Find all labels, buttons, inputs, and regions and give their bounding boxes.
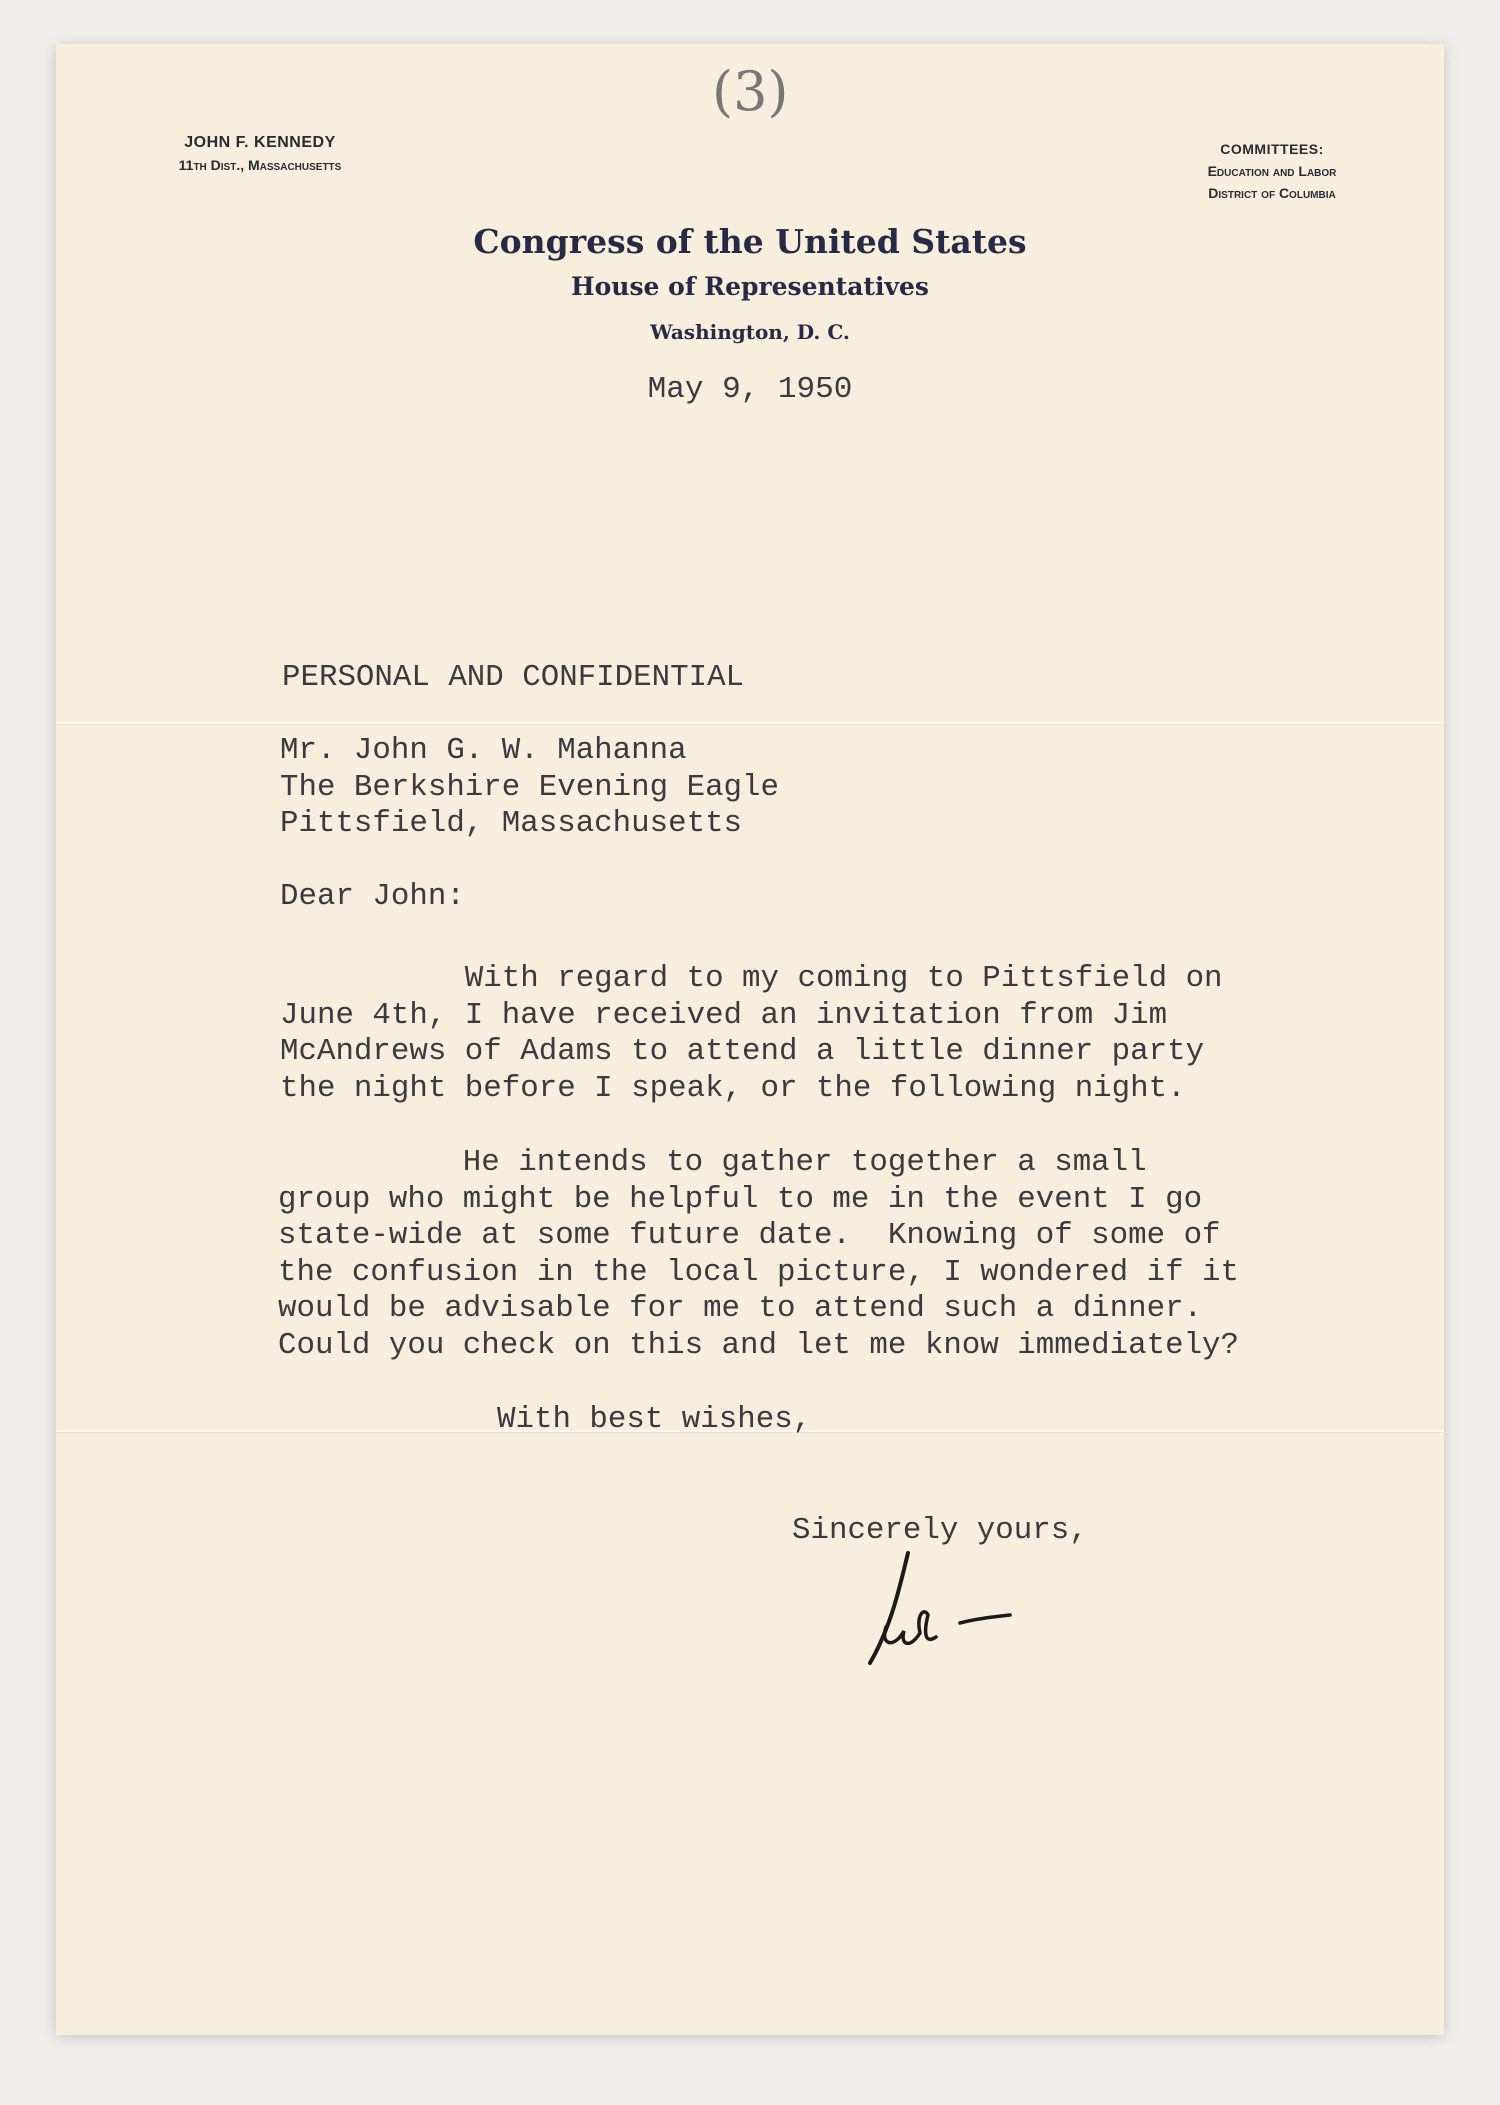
text-line: Could you check on this and let me know immediately?	[278, 1327, 1240, 1363]
letterhead-left	[130, 132, 390, 176]
committees-label: COMMITTEES:	[1220, 141, 1324, 157]
letterhead-right	[1140, 138, 1404, 204]
address-line: Mr. John G. W. Mahanna	[280, 733, 687, 768]
closing: Sincerely yours,	[792, 1513, 1088, 1548]
text-line: group who might be helpful to me in the event I go	[278, 1181, 1203, 1217]
address-line: The Berkshire Evening Eagle	[280, 769, 779, 805]
text-line: state-wide at some future date. Knowing of some of	[278, 1218, 1221, 1254]
letterhead-title: Congress of the United States	[473, 222, 1027, 261]
fold-line	[56, 722, 1444, 724]
confidential-note: PERSONAL AND CONFIDENTIAL	[282, 660, 745, 695]
signature	[850, 1545, 1030, 1675]
committee: District of Columbia	[1208, 185, 1336, 201]
sender-name: JOHN F. KENNEDY	[184, 134, 336, 151]
page-mark: (3)	[712, 60, 789, 123]
text-line: the night before I speak, or the following night.	[280, 1070, 1186, 1106]
address-line: Pittsfield, Massachusetts	[280, 806, 743, 842]
letterhead-subtitle: House of Representatives	[571, 272, 929, 301]
text-line: June 4th, I have received an invitation from Jim	[280, 997, 1168, 1033]
text-line: With regard to my coming to Pittsfield on	[280, 961, 1223, 996]
closing-wish: With best wishes,	[497, 1402, 812, 1437]
text-line: would be advisable for me to attend such a dinner.	[278, 1291, 1203, 1327]
salutation: Dear John:	[280, 879, 465, 914]
text-line: McAndrews of Adams to attend a little dinner party	[280, 1034, 1205, 1070]
recipient-address	[280, 733, 779, 843]
paragraph-1	[280, 961, 1223, 1107]
paragraph-2	[278, 1145, 1239, 1365]
letterhead-location: Washington, D. C.	[650, 320, 850, 344]
text-line: He intends to gather together a small	[278, 1145, 1147, 1180]
sender-district: 11th Dist., Massachusetts	[178, 157, 342, 173]
letter-date: May 9, 1950	[647, 372, 853, 407]
committee: Education and Labor	[1207, 163, 1337, 179]
text-line: the confusion in the local picture, I wondered if it	[278, 1254, 1240, 1290]
